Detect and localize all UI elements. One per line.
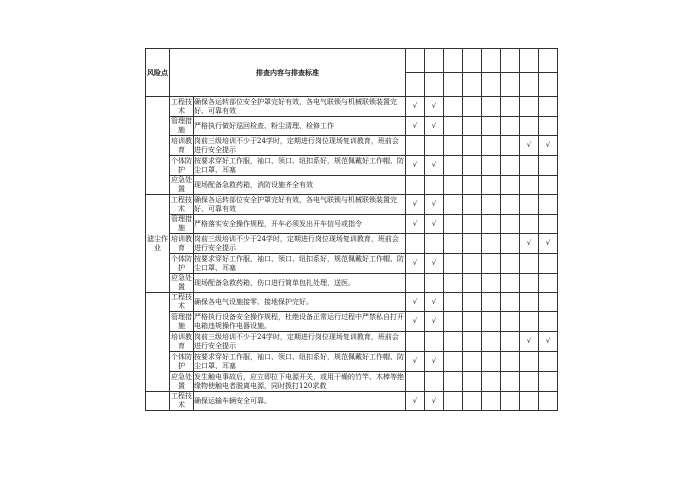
check-mark-cell: √ bbox=[406, 254, 425, 274]
empty-cell bbox=[444, 176, 463, 195]
header-cell bbox=[463, 73, 482, 97]
category-cell: 个体防护 bbox=[171, 352, 192, 370]
empty-cell bbox=[463, 195, 482, 215]
check-mark-cell: √ bbox=[425, 215, 444, 234]
category-cell: 培训教育 bbox=[171, 234, 192, 252]
empty-cell bbox=[482, 195, 501, 215]
header-cell bbox=[482, 73, 501, 97]
empty-cell bbox=[539, 195, 558, 215]
empty-cell bbox=[482, 332, 501, 352]
header-cell bbox=[406, 73, 425, 97]
empty-cell bbox=[520, 195, 539, 215]
empty-cell bbox=[520, 372, 539, 392]
empty-cell bbox=[463, 234, 482, 254]
empty-cell bbox=[444, 352, 463, 372]
empty-cell bbox=[425, 136, 444, 156]
empty-cell bbox=[425, 176, 444, 195]
empty-cell bbox=[539, 274, 558, 293]
category-cell: 管理措施 bbox=[171, 215, 192, 232]
empty-cell bbox=[482, 234, 501, 254]
category-cell: 个体防护 bbox=[171, 156, 192, 174]
check-mark-cell: √ bbox=[406, 215, 425, 234]
empty-cell bbox=[520, 254, 539, 274]
empty-cell bbox=[444, 332, 463, 352]
empty-cell bbox=[444, 136, 463, 156]
check-mark-cell: √ bbox=[425, 392, 444, 411]
header-cell bbox=[501, 49, 520, 73]
header-cell bbox=[482, 49, 501, 73]
category-cell: 应急处置 bbox=[171, 372, 192, 390]
empty-cell bbox=[482, 293, 501, 312]
table-row bbox=[146, 254, 558, 274]
table-row bbox=[146, 392, 558, 411]
empty-cell bbox=[444, 117, 463, 136]
empty-cell bbox=[539, 293, 558, 312]
empty-cell bbox=[501, 254, 520, 274]
empty-cell bbox=[444, 156, 463, 176]
risk-point-cell bbox=[146, 392, 170, 411]
empty-cell bbox=[406, 332, 425, 352]
empty-cell bbox=[463, 352, 482, 372]
empty-cell bbox=[501, 117, 520, 136]
empty-cell bbox=[501, 234, 520, 254]
empty-cell bbox=[501, 274, 520, 293]
empty-cell bbox=[539, 254, 558, 274]
empty-cell bbox=[520, 97, 539, 117]
risk-point-cell bbox=[146, 97, 170, 195]
empty-cell bbox=[482, 352, 501, 372]
empty-cell bbox=[463, 293, 482, 312]
empty-cell bbox=[501, 332, 520, 352]
empty-cell bbox=[520, 352, 539, 372]
header-cell bbox=[444, 73, 463, 97]
empty-cell bbox=[482, 117, 501, 136]
table-row bbox=[146, 215, 558, 234]
empty-cell bbox=[406, 234, 425, 254]
header-cell bbox=[444, 49, 463, 73]
empty-cell bbox=[501, 136, 520, 156]
table-row bbox=[146, 293, 558, 312]
empty-cell bbox=[482, 136, 501, 156]
check-mark-cell: √ bbox=[425, 156, 444, 176]
table-row bbox=[146, 117, 558, 136]
risk-point-header: 风险点 bbox=[146, 49, 170, 97]
header-cell bbox=[501, 73, 520, 97]
empty-cell bbox=[444, 392, 463, 411]
table-row bbox=[146, 372, 558, 392]
check-mark-cell: √ bbox=[425, 293, 444, 312]
category-cell: 应急处置 bbox=[171, 274, 192, 291]
header-cell bbox=[520, 49, 539, 73]
empty-cell bbox=[425, 332, 444, 352]
check-mark-cell: √ bbox=[425, 312, 444, 332]
empty-cell bbox=[520, 176, 539, 195]
empty-cell bbox=[463, 332, 482, 352]
empty-cell bbox=[520, 293, 539, 312]
empty-cell bbox=[520, 392, 539, 411]
header-cell bbox=[463, 49, 482, 73]
empty-cell bbox=[501, 195, 520, 215]
risk-point-cell bbox=[146, 293, 170, 392]
empty-cell bbox=[539, 312, 558, 332]
check-mark-cell: √ bbox=[425, 97, 444, 117]
empty-cell bbox=[463, 117, 482, 136]
table-row bbox=[146, 234, 558, 254]
check-mark-cell: √ bbox=[406, 352, 425, 372]
empty-cell bbox=[482, 254, 501, 274]
empty-cell bbox=[444, 215, 463, 234]
standard-cell: 按要求穿好工作服，袖口、领口、纽扣系好，规范佩戴好工作帽、防尘口罩、耳塞 bbox=[194, 352, 404, 370]
empty-cell bbox=[501, 156, 520, 176]
empty-cell bbox=[539, 97, 558, 117]
category-cell: 应急处置 bbox=[171, 176, 192, 193]
empty-cell bbox=[520, 215, 539, 234]
empty-cell bbox=[539, 352, 558, 372]
empty-cell bbox=[539, 156, 558, 176]
empty-cell bbox=[520, 274, 539, 293]
empty-cell bbox=[444, 254, 463, 274]
check-mark-cell: √ bbox=[425, 195, 444, 215]
category-cell: 工程技术 bbox=[171, 195, 192, 213]
category-cell: 培训教育 bbox=[171, 136, 192, 154]
header-row bbox=[146, 49, 558, 73]
empty-cell bbox=[482, 392, 501, 411]
standard-cell: 确保各运转部位安全护罩完好有效，各电气联锁与机械联锁装置完好、可靠有效 bbox=[194, 97, 406, 117]
check-mark-cell: √ bbox=[425, 117, 444, 136]
empty-cell bbox=[482, 274, 501, 293]
standard-cell: 按要求穿好工作服，袖口、领口、纽扣系好，规范佩戴好工作帽、防尘口罩、耳塞 bbox=[194, 254, 404, 272]
empty-cell bbox=[425, 372, 444, 392]
standard-cell: 确保各运转部位安全护罩完好有效，各电气联锁与机械联锁装置完好、可靠有效 bbox=[194, 195, 406, 215]
table-row bbox=[146, 156, 558, 176]
empty-cell bbox=[463, 254, 482, 274]
standard-cell: 现场配备急救药箱，伤口进行简单包扎处理，送医。 bbox=[194, 274, 406, 293]
empty-cell bbox=[501, 215, 520, 234]
empty-cell bbox=[539, 176, 558, 195]
header-cell bbox=[520, 73, 539, 97]
empty-cell bbox=[501, 352, 520, 372]
empty-cell bbox=[425, 234, 444, 254]
check-mark-cell: √ bbox=[406, 117, 425, 136]
check-mark-cell: √ bbox=[520, 234, 539, 254]
standard-cell: 现场配备急救药箱，消防设施齐全有效 bbox=[194, 176, 406, 195]
empty-cell bbox=[520, 156, 539, 176]
standard-cell: 严格落实安全操作规程，开车必须发出开车信号或指令 bbox=[194, 215, 406, 234]
empty-cell bbox=[463, 136, 482, 156]
standard-cell: 岗前三级培训不少于24学时，定期进行岗位现场复训教育，班前会进行安全提示 bbox=[194, 136, 406, 156]
empty-cell bbox=[406, 274, 425, 293]
table-row bbox=[146, 136, 558, 156]
empty-cell bbox=[501, 293, 520, 312]
empty-cell bbox=[463, 392, 482, 411]
standard-cell: 确保运输车辆安全可靠。 bbox=[194, 392, 406, 411]
empty-cell bbox=[444, 293, 463, 312]
standard-cell: 发生触电事故后，应立即拉下电源开关，或用干燥的竹竿、木棒等绝缘物使触电者脱离电源，同时拨打120求救 bbox=[194, 372, 404, 390]
check-mark-cell: √ bbox=[539, 136, 558, 156]
check-mark-cell: √ bbox=[520, 332, 539, 352]
standard-cell: 严格执行做好巡回检查、粉尘清理、检修工作 bbox=[194, 117, 406, 136]
empty-cell bbox=[482, 97, 501, 117]
header-cell bbox=[425, 73, 444, 97]
check-mark-cell: √ bbox=[406, 195, 425, 215]
empty-cell bbox=[501, 392, 520, 411]
check-mark-cell: √ bbox=[520, 136, 539, 156]
check-mark-cell: √ bbox=[539, 332, 558, 352]
empty-cell bbox=[482, 312, 501, 332]
empty-cell bbox=[539, 392, 558, 411]
standard-cell: 确保各电气设施接零、接地保护完好。 bbox=[194, 293, 406, 312]
check-mark-cell: √ bbox=[406, 156, 425, 176]
empty-cell bbox=[520, 312, 539, 332]
empty-cell bbox=[482, 176, 501, 195]
empty-cell bbox=[444, 234, 463, 254]
risk-point-cell: 滤尘作业 bbox=[146, 195, 170, 293]
header-cell bbox=[425, 49, 444, 73]
check-mark-cell: √ bbox=[406, 392, 425, 411]
empty-cell bbox=[406, 372, 425, 392]
category-cell: 个体防护 bbox=[171, 254, 192, 272]
empty-cell bbox=[501, 176, 520, 195]
empty-cell bbox=[501, 372, 520, 392]
header-cell bbox=[539, 73, 558, 97]
standard-cell: 岗前三级培训不少于24学时，定期进行岗位现场复训教育，班前会进行安全提示 bbox=[194, 332, 406, 352]
empty-cell bbox=[539, 372, 558, 392]
header-cell bbox=[539, 49, 558, 73]
standard-cell: 岗前三级培训不少于24学时，定期进行岗位现场复训教育，班前会进行安全提示 bbox=[194, 234, 406, 254]
empty-cell bbox=[444, 372, 463, 392]
empty-cell bbox=[463, 156, 482, 176]
empty-cell bbox=[501, 97, 520, 117]
table-row bbox=[146, 352, 558, 372]
standard-cell: 按要求穿好工作服，袖口、领口、纽扣系好，规范佩戴好工作帽、防尘口罩、耳塞 bbox=[194, 156, 404, 174]
empty-cell bbox=[463, 176, 482, 195]
empty-cell bbox=[444, 195, 463, 215]
empty-cell bbox=[444, 312, 463, 332]
risk-check-table bbox=[145, 48, 558, 411]
category-cell: 管理措施 bbox=[171, 117, 192, 134]
empty-cell bbox=[539, 215, 558, 234]
category-cell: 工程技术 bbox=[171, 392, 192, 409]
empty-cell bbox=[501, 312, 520, 332]
empty-cell bbox=[463, 274, 482, 293]
empty-cell bbox=[406, 136, 425, 156]
empty-cell bbox=[482, 156, 501, 176]
category-cell: 培训教育 bbox=[171, 332, 192, 350]
check-mark-cell: √ bbox=[425, 254, 444, 274]
empty-cell bbox=[539, 117, 558, 136]
content-header: 排查内容与排查标准 bbox=[170, 49, 406, 97]
empty-cell bbox=[463, 312, 482, 332]
standard-cell: 严格执行设备安全操作规程，杜绝设备正常运行过程中严禁私自打开电箱违规操作电器设施。 bbox=[194, 312, 404, 330]
empty-cell bbox=[463, 215, 482, 234]
check-mark-cell: √ bbox=[406, 312, 425, 332]
category-cell: 管理措施 bbox=[171, 312, 192, 330]
header-cell bbox=[406, 49, 425, 73]
empty-cell bbox=[425, 274, 444, 293]
empty-cell bbox=[482, 372, 501, 392]
empty-cell bbox=[406, 176, 425, 195]
category-cell: 工程技术 bbox=[171, 97, 192, 115]
check-mark-cell: √ bbox=[406, 293, 425, 312]
table-row bbox=[146, 195, 558, 215]
empty-cell bbox=[444, 274, 463, 293]
empty-cell bbox=[482, 215, 501, 234]
check-mark-cell: √ bbox=[425, 352, 444, 372]
check-mark-cell: √ bbox=[539, 234, 558, 254]
category-cell: 工程技术 bbox=[171, 293, 192, 310]
check-mark-cell: √ bbox=[406, 97, 425, 117]
table-row bbox=[146, 274, 558, 293]
table-row bbox=[146, 97, 558, 117]
table-row bbox=[146, 312, 558, 332]
empty-cell bbox=[463, 372, 482, 392]
table-row bbox=[146, 332, 558, 352]
empty-cell bbox=[444, 97, 463, 117]
empty-cell bbox=[463, 97, 482, 117]
empty-cell bbox=[520, 117, 539, 136]
table-row bbox=[146, 176, 558, 195]
